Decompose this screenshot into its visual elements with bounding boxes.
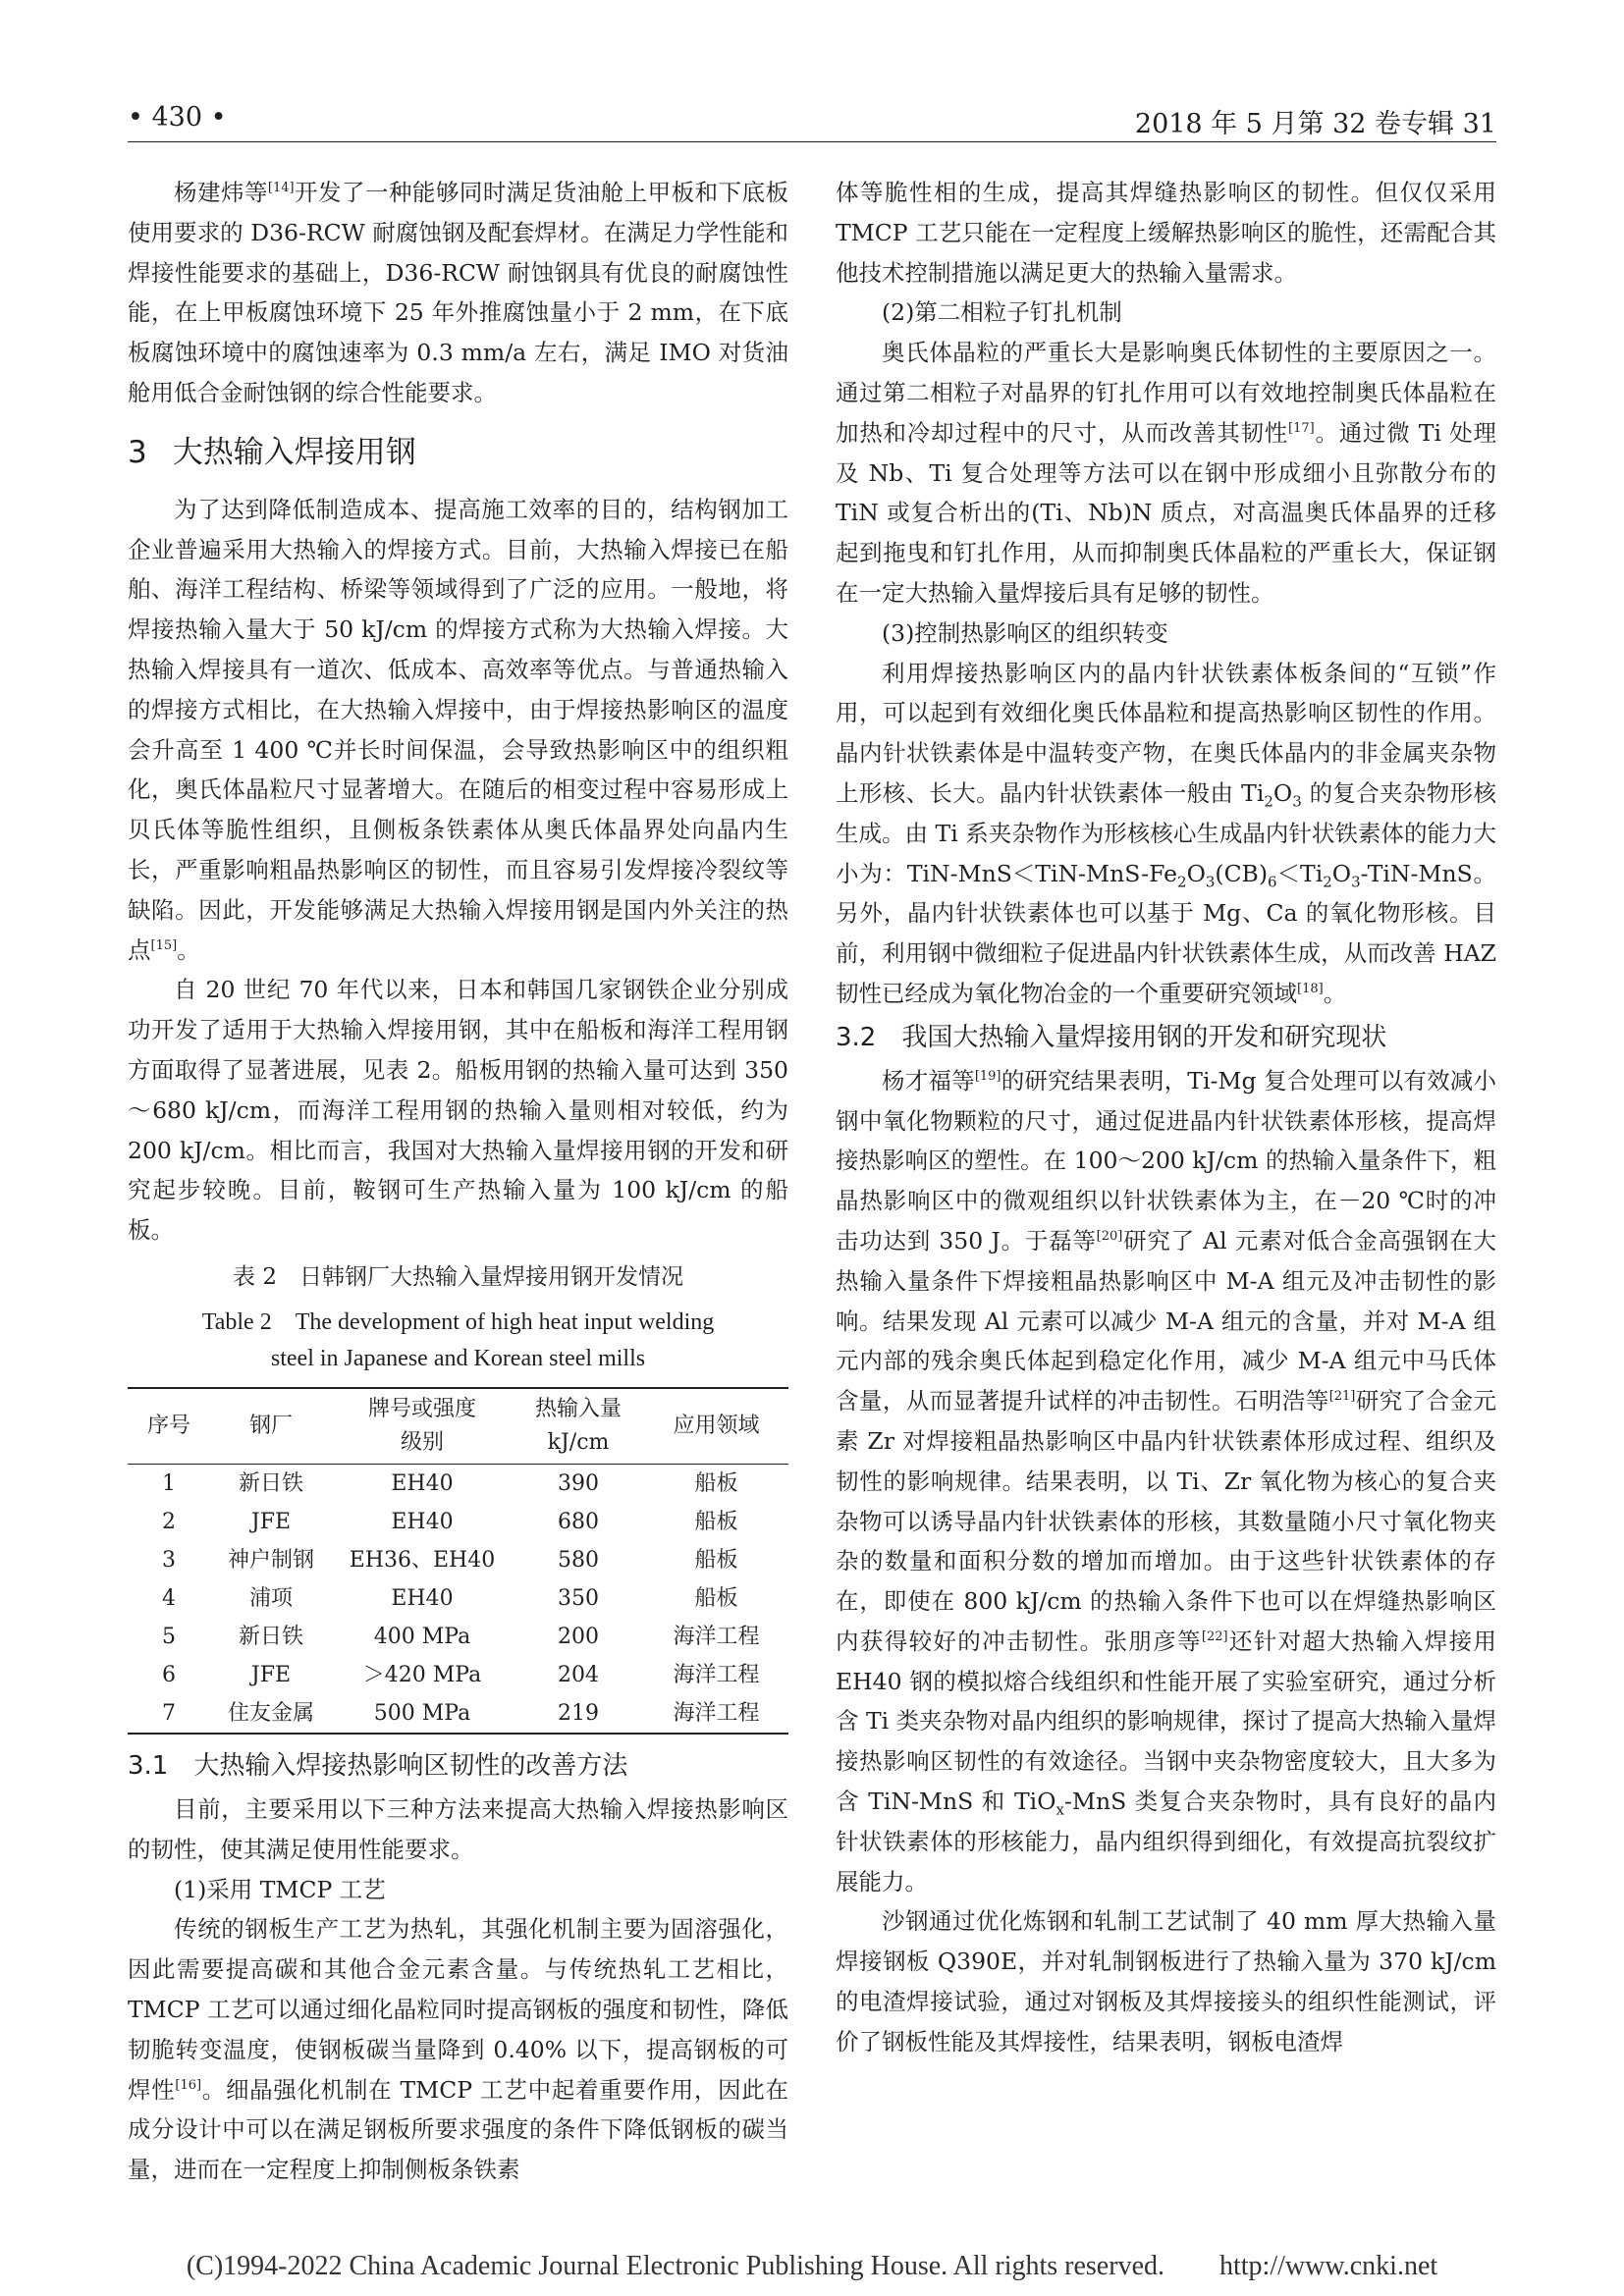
table-row bbox=[128, 1503, 788, 1541]
table-cell: 船板 bbox=[694, 1509, 738, 1534]
right-column bbox=[836, 173, 1496, 2062]
table-cell: EH40 bbox=[391, 1470, 454, 1496]
section-3-paragraph-1: 为了达到降低制造成本、提高施工效率的目的，结构钢加工企业普遍采用大热输入的焊接方式。目前，大热输入焊接已在船舶、海洋工程结构、桥梁等领域得到了广泛的应用。一般地，将焊接热输入量大于 50 kJ/cm 的焊接方式称为大热输入焊接。大热输入焊接具有一道次、低成本、高效率等优点。与普通热输入的焊接方式相比，在大热输入焊接中，由于焊接热影响区的温度会升高至 1 400 ℃并长时间保温，会导致热影响区中的组织粗化，奥氏体晶粒尺寸显著增大。在随后的相变过程中容易形成上贝氏体等脆性组织，且侧板条铁素体从奥氏体晶界处向晶内生长，严重影响粗晶热影响区的韧性，而且容易引发焊接冷裂纹等缺陷。因此，开发能够满足大热输入焊接用钢是国内外关注的热点[15]。 bbox=[128, 495, 788, 964]
table-cell: 3 bbox=[162, 1547, 176, 1573]
intro-paragraph: 杨建炜等[14]开发了一种能够同时满足货油舱上甲板和下底板使用要求的 D36-RCW 耐腐蚀钢及配套焊材。在满足力学性能和焊接性能要求的基础上，D36-RCW 耐蚀钢具有优良的耐腐蚀性能，在上甲板腐蚀环境下 25 年外推腐蚀量小于 2 mm，在下底板腐蚀环境中的腐蚀速率为 0.3 mm/a 左右，满足 IMO 对货油舱用低合金耐蚀钢的综合性能要求。 bbox=[128, 179, 789, 406]
copyright-footer: (C)1994-2022 China Academic Journal Electronic Publishing House. All rights reserved. http://www.cnki.net bbox=[186, 2251, 1438, 2281]
section-number: 3 bbox=[128, 434, 147, 470]
section-3-2-paragraph-2: 沙钢通过优化炼钢和轧制工艺试制了 40 mm 厚大热输入量焊接钢板 Q390E，并对轧制钢板进行了热输入量为 370 kJ/cm 的电渣焊接试验，通过对钢板及其焊接接头的组织性能测试，评价了钢板性能及其焊接性，结果表明，钢板电渣焊 bbox=[836, 1907, 1496, 2056]
running-header bbox=[128, 102, 1496, 142]
table-caption-en: Table 2 The development of high heat input welding steel in Japanese and Korean steel mills bbox=[201, 1308, 715, 1371]
page-number: • 430 • bbox=[128, 102, 227, 133]
table-row bbox=[128, 1541, 788, 1579]
table-cell: 新日铁 bbox=[238, 1624, 303, 1649]
table-cell: 204 bbox=[558, 1662, 599, 1687]
item-3-paragraph: 利用焊接热影响区内的晶内针状铁素体板条间的“互锁”作用，可以起到有效细化奥氏体晶粒和提高热影响区韧性的作用。晶内针状铁素体是中温转变产物，在奥氏体晶内的非金属夹杂物上形核、长大。晶内针状铁素体一般由 $Ti_2O_3$ 的复合夹杂物形核生成。由 Ti 系夹杂物作为形核核心生成晶内针状铁素体的能力大小为：TiN-$MnS<TiN-MnS-Fe_2O_3(CB)_6<Ti_2O_3-TiN$-MnS。另外，晶内针状铁素体也可以基于 Mg、Ca 的氧化物形核。目前，利用钢中微细粒子促进晶内针状铁素体生成，从而改善 HAZ 韧性已经成为氧化物冶金的一个重要研究领域[18]。 bbox=[836, 659, 1496, 1007]
table-cell: 200 bbox=[558, 1624, 599, 1649]
table-header-cell: 牌号或强度级别 bbox=[332, 1388, 513, 1465]
table-row bbox=[128, 1464, 788, 1503]
table-cell: EH40 bbox=[391, 1509, 454, 1534]
table-cell: 海洋工程 bbox=[673, 1662, 760, 1687]
table-cell: EH36、EH40 bbox=[349, 1547, 496, 1573]
table-cell: 浦项 bbox=[248, 1585, 293, 1611]
table-cell: 船板 bbox=[694, 1585, 738, 1611]
table-cell: JFE bbox=[250, 1509, 292, 1534]
table-header-cell: 序号 bbox=[128, 1388, 210, 1465]
table-header-cell: 钢厂 bbox=[210, 1388, 332, 1465]
item-2-paragraph: 奥氏体晶粒的严重长大是影响奥氏体韧性的主要原因之一。通过第二相粒子对晶界的钉扎作用可以有效地控制奥氏体晶粒在加热和冷却过程中的尺寸，从而改善其韧性[17]。通过微 Ti 处理及 Nb、Ti 复合处理等方法可以在钢中形成细小且弥散分布的 TiN 或复合析出的(Ti、Nb)N 质点，对高温奥氏体晶界的迁移起到拖曳和钉扎作用，从而抑制奥氏体晶粒的严重长大，保证钢在一定大热输入量焊接后具有足够的韧性。 bbox=[836, 339, 1496, 607]
table-cell: 400 MPa bbox=[373, 1624, 471, 1649]
table-cell: 680 bbox=[558, 1509, 599, 1534]
table-cell: 船板 bbox=[694, 1547, 738, 1573]
continued-paragraph: 体等脆性相的生成，提高其焊缝热影响区的韧性。但仅仅采用 TMCP 工艺只能在一定程度上缓解热影响区的脆性，还需配合其他技术控制措施以满足更大的热输入量需求。 bbox=[836, 179, 1496, 287]
table-body bbox=[128, 1464, 788, 1734]
table-cell: 新日铁 bbox=[238, 1470, 303, 1496]
section-3-paragraph-2: 自 20 世纪 70 年代以来，日本和韩国几家钢铁企业分别成功开发了适用于大热输入焊接用钢，其中在船板和海洋工程用钢方面取得了显著进展，见表 2。船板用钢的热输入量可达到 350～680 kJ/cm，而海洋工程用钢的热输入量则相对较低，约为 200 kJ/cm。相比而言，我国对大热输入量焊接用钢的开发和研究起步较晚。目前，鞍钢可生产热输入量为 100 kJ/cm 的船板。 bbox=[128, 976, 788, 1245]
left-column bbox=[128, 173, 788, 2190]
table-cell: 1 bbox=[162, 1470, 176, 1496]
section-3-1-paragraph-1: 目前，主要采用以下三种方法来提高大热输入焊接热影响区的韧性，使其满足使用性能要求。 bbox=[128, 1794, 788, 1863]
table-cell: 219 bbox=[513, 1694, 644, 1734]
table-cell: 海洋工程 bbox=[673, 1624, 760, 1649]
section-3-2-paragraph-1: 杨才福等[19]的研究结果表明，Ti-Mg 复合处理可以有效减小钢中氧化物颗粒的尺寸，通过促进晶内针状铁素体形核，提高焊接热影响区的塑性。在 100～200 kJ/cm 的热输入量条件下，粗晶热影响区中的微观组织以针状铁素体为主，在－20 ℃时的冲击功达到 350 J。于磊等[20]研究了 Al 元素对低合金高强钢在大热输入量条件下焊接粗晶热影响区中 M-A 组元及冲击韧性的影响。结果发现 Al 元素可以减少 M-A 组元的含量，并对 M-A 组元内部的残余奥氏体起到稳定化作用，减少 M-A 组元中马氏体含量，从而显著提升试样的冲击韧性。石明浩等[21]研究了合金元素 Zr 对焊接粗晶热影响区中晶内针状铁素体形成过程、组织及韧性的影响规律。结果表明，以 Ti、Zr 氧化物为核心的复合夹杂物可以诱导晶内针状铁素体的形核，其数量随小尺寸氧化物夹杂的数量和面积分数的增加而增加。由于这些针状铁素体的存在，即使在 800 kJ/cm 的热输入条件下也可以在焊缝热影响区内获得较好的冲击韧性。张朋彦等[22]还针对超大热输入焊接用 EH40 钢的模拟熔合线组织和性能开展了实验室研究，通过分析含 Ti 类夹杂物对晶内组织的影响规律，探讨了提高大热输入量焊接热影响区韧性的有效途径。当钢中夹杂物密度较大，且大多为含 TiN-MnS 和 TiO$_x$-MnS 类复合夹杂物时，具有良好的晶内针状铁素体的形核能力，晶内组织得到细化，有效提高抗裂纹扩展能力。 bbox=[836, 1066, 1497, 1896]
table-row bbox=[128, 1618, 788, 1656]
section-number: 3.1 bbox=[128, 1750, 169, 1781]
steel-development-table bbox=[128, 1387, 788, 1735]
table-header-cell: 热输入量kJ/cm bbox=[513, 1388, 644, 1465]
section-number: 3.2 bbox=[836, 1022, 877, 1052]
table-caption-cn: 表 2 日韩钢厂大热输入量焊接用钢开发情况 bbox=[233, 1263, 683, 1290]
table-cell: 390 bbox=[558, 1470, 599, 1496]
table-cell: EH40 bbox=[391, 1585, 454, 1611]
table-header-row bbox=[128, 1388, 788, 1465]
item-1-paragraph: 传统的钢板生产工艺为热轧，其强化机制主要为固溶强化，因此需要提高碳和其他合金元素含量。与传统热轧工艺相比，TMCP 工艺可以通过细化晶粒同时提高钢板的强度和韧性，降低韧脆转变温度，使钢板碳当量降到 0.40% 以下，提高钢板的可焊性[16]。细晶强化机制在 TMCP 工艺中起着重要作用，因此在成分设计中可以在满足钢板所要求强度的条件下降低钢板的碳当量，进而在一定程度上抑制侧板条铁素 bbox=[128, 1915, 789, 2184]
item-3-heading: (3)控制热影响区的组织转变 bbox=[882, 618, 1168, 647]
section-title: 大热输入焊接热影响区韧性的改善方法 bbox=[193, 1750, 628, 1781]
table-cell: 2 bbox=[162, 1509, 176, 1534]
item-2-heading: (2)第二相粒子钉扎机制 bbox=[882, 298, 1122, 327]
table-cell: 住友金属 bbox=[210, 1694, 332, 1734]
table-cell: 7 bbox=[128, 1694, 210, 1734]
table-cell: 5 bbox=[162, 1624, 176, 1649]
journal-issue: 2018 年 5 月第 32 卷专辑 31 bbox=[1134, 109, 1496, 139]
table-cell: ＞420 MPa bbox=[362, 1662, 482, 1687]
item-1-heading: (1)采用 TMCP 工艺 bbox=[174, 1875, 386, 1903]
table-header-cell: 应用领域 bbox=[644, 1388, 788, 1465]
table-cell: 船板 bbox=[694, 1470, 738, 1496]
section-3-1-heading bbox=[128, 1746, 788, 1786]
table-cell: 4 bbox=[162, 1585, 176, 1611]
section-3-heading bbox=[128, 429, 788, 476]
table-cell: 神户制钢 bbox=[227, 1547, 314, 1573]
table-row bbox=[128, 1694, 788, 1734]
table-row bbox=[128, 1656, 788, 1694]
table-cell: JFE bbox=[250, 1662, 292, 1687]
table-cell: 6 bbox=[162, 1662, 176, 1687]
section-title: 大热输入焊接用钢 bbox=[172, 434, 416, 470]
table-cell: 500 MPa bbox=[332, 1694, 513, 1734]
section-title: 我国大热输入量焊接用钢的开发和研究现状 bbox=[901, 1022, 1387, 1052]
table-cell: 350 bbox=[558, 1585, 599, 1611]
table-cell: 580 bbox=[558, 1547, 599, 1573]
table-cell: 海洋工程 bbox=[644, 1694, 788, 1734]
table-row bbox=[128, 1579, 788, 1618]
section-3-2-heading bbox=[836, 1018, 1496, 1057]
